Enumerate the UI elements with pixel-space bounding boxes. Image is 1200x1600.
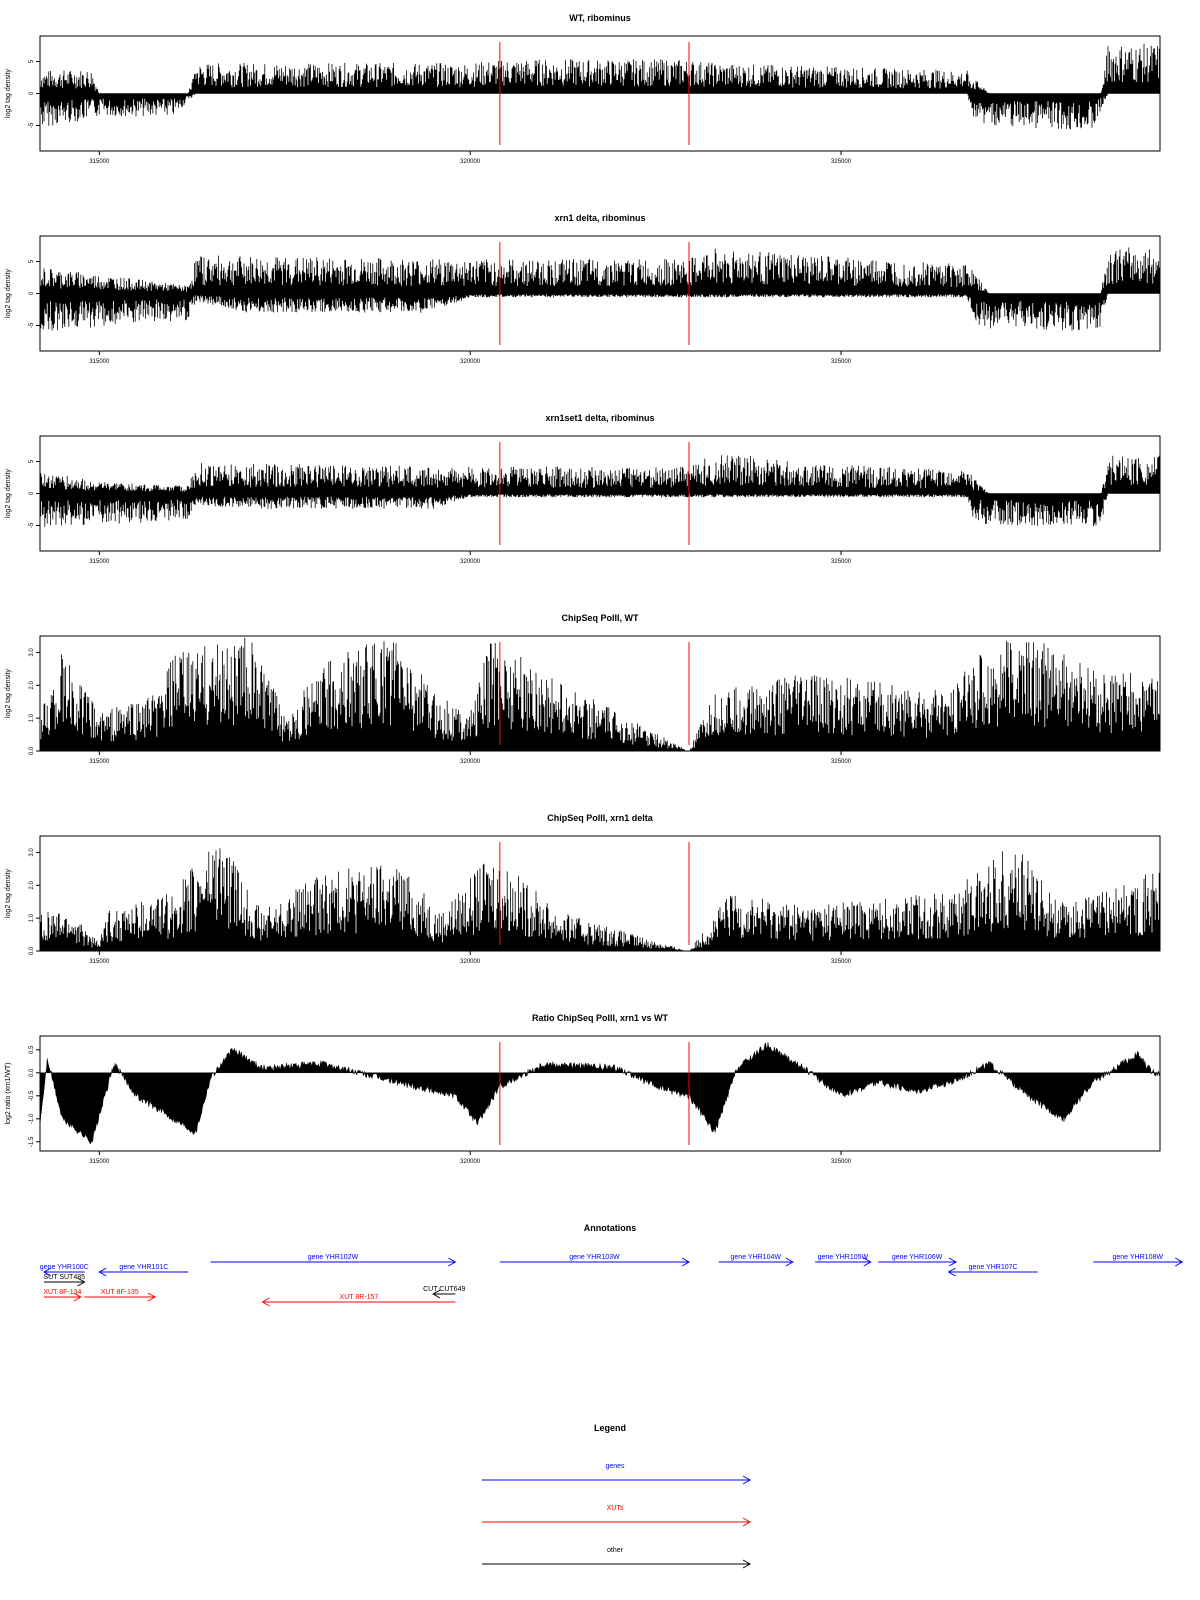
y-tick-label: 0.0 [29, 746, 35, 756]
annotation-gene [878, 1254, 956, 1266]
annotation-label: gene YHR108W [1112, 1254, 1163, 1261]
x-tick-label: 325000 [831, 759, 852, 765]
chart-title: ChipSeq PolII, WT [561, 613, 639, 623]
y-tick-label: 0 [29, 91, 35, 96]
x-tick-label: 325000 [831, 1159, 852, 1165]
x-tick-label: 315000 [89, 759, 110, 765]
chart-panel-4 [5, 613, 1160, 765]
annotation-label: gene YHR104W [730, 1254, 781, 1261]
annotation-label: gene YHR106W [891, 1254, 943, 1261]
y-tick-label: 1.0 [29, 713, 35, 723]
y-tick-label: 3.0 [29, 648, 35, 657]
legend-label: other [607, 1547, 623, 1554]
annotation-xut [263, 1294, 456, 1306]
x-tick-label: 315000 [89, 559, 110, 565]
y-axis-label: log2 tag density [5, 468, 12, 519]
chart-panel-1 [5, 13, 1160, 165]
annotations-panel [40, 1223, 1182, 1306]
y-axis-label: log2 ratio (xrn1/WT) [5, 1062, 12, 1125]
annotation-label: gene YHR103W [569, 1254, 620, 1261]
annotation-xut [85, 1289, 155, 1301]
y-tick-label: -1.5 [29, 1136, 35, 1147]
y-tick-label: 5 [29, 59, 35, 64]
annotation-items [40, 1254, 1182, 1306]
y-tick-label: 0 [29, 291, 35, 296]
y-axis-label: log2 tag density [5, 868, 12, 919]
x-tick-label: 320000 [460, 959, 481, 965]
series-bars [40, 455, 1159, 527]
chart-title: Ratio ChipSeq PolII, xrn1 vs WT [531, 1013, 669, 1023]
annotation-label: SUT SUT485 [43, 1274, 86, 1281]
annotation-gene [949, 1264, 1038, 1276]
legend-panel [482, 1423, 750, 1568]
x-tick-label: 325000 [831, 159, 852, 165]
annotation-gene [211, 1254, 456, 1266]
legend-items [482, 1463, 750, 1568]
x-tick-label: 320000 [460, 359, 481, 365]
x-tick-label: 325000 [831, 959, 852, 965]
plot-frame [40, 1036, 1160, 1151]
legend-title: Legend [593, 1423, 627, 1433]
annotation-other [423, 1286, 465, 1298]
x-tick-label: 325000 [831, 359, 852, 365]
annotation-label: XUT 8R-157 [339, 1294, 379, 1301]
y-tick-label: -1.0 [29, 1113, 35, 1124]
chart-panel-2 [5, 213, 1160, 365]
chart-panel-3 [5, 413, 1160, 565]
y-axis-label: log2 tag density [5, 668, 12, 719]
series-bars [40, 848, 1159, 951]
chart-panel-6 [5, 1013, 1160, 1165]
x-tick-label: 315000 [89, 359, 110, 365]
annotation-gene [719, 1254, 793, 1266]
y-tick-label: 0.5 [29, 1045, 35, 1054]
data-marks [40, 848, 1159, 951]
annotation-xut [43, 1289, 81, 1301]
y-tick-label: 0 [29, 491, 35, 496]
x-tick-label: 320000 [460, 559, 481, 565]
annotation-gene [500, 1254, 689, 1266]
y-tick-label: -0.5 [29, 1090, 35, 1101]
chart-title: xrn1 delta, ribominus [554, 213, 646, 223]
y-tick-label: 2.0 [29, 681, 35, 690]
x-tick-label: 315000 [89, 159, 110, 165]
chart-title: xrn1set1 delta, ribominus [545, 413, 655, 423]
annotation-other [44, 1274, 86, 1286]
data-marks [40, 455, 1160, 527]
x-tick-label: 320000 [460, 1159, 481, 1165]
legend-item-gene [482, 1463, 750, 1484]
x-tick-label: 315000 [89, 959, 110, 965]
y-tick-label: 5 [29, 259, 35, 264]
y-tick-label: -5 [29, 122, 35, 129]
annotation-label: XUT 8F-135 [100, 1289, 139, 1296]
data-marks [40, 1043, 1160, 1144]
x-tick-label: 320000 [460, 159, 481, 165]
y-tick-label: 2.0 [29, 881, 35, 890]
ratio-area [40, 1043, 1160, 1144]
y-tick-label: 0.0 [29, 946, 35, 956]
data-marks [40, 248, 1160, 331]
x-tick-label: 320000 [460, 759, 481, 765]
y-tick-label: -5 [29, 522, 35, 529]
annotations-title: Annotations [583, 1223, 637, 1233]
y-axis-label: log2 tag density [5, 268, 12, 319]
chart-panel-5 [5, 813, 1160, 965]
annotation-gene [815, 1254, 871, 1266]
y-tick-label: 3.0 [29, 848, 35, 857]
data-marks [40, 44, 1160, 130]
series-bars [40, 638, 1159, 751]
legend-label: genes [605, 1463, 625, 1470]
chart-panels [5, 13, 1160, 1165]
annotation-label: CUT CUT649 [423, 1286, 466, 1293]
data-marks [40, 638, 1159, 751]
chart-title: ChipSeq PolII, xrn1 delta [547, 813, 653, 823]
annotation-label: gene YHR102W [307, 1254, 359, 1261]
y-tick-label: -5 [29, 322, 35, 329]
y-axis-label: log2 tag density [5, 68, 12, 119]
chart-title: WT, ribominus [569, 13, 631, 23]
legend-label: XUTs [606, 1505, 624, 1512]
y-tick-label: 1.0 [29, 913, 35, 923]
legend-item-other [482, 1547, 750, 1568]
legend-item-xut [482, 1505, 750, 1526]
annotation-gene [1093, 1254, 1182, 1266]
annotation-label: gene YHR105W [817, 1254, 869, 1261]
annotation-label: gene YHR100C [39, 1264, 89, 1271]
y-tick-label: 5 [29, 459, 35, 464]
series-bars [40, 248, 1159, 331]
x-tick-label: 325000 [831, 559, 852, 565]
annotation-label: gene YHR101C [119, 1264, 169, 1271]
annotation-label: XUT 8F-134 [43, 1289, 82, 1296]
series-bars [40, 44, 1159, 130]
y-tick-label: 0.0 [29, 1068, 35, 1077]
annotation-label: gene YHR107C [968, 1264, 1018, 1271]
annotation-gene [99, 1264, 188, 1276]
x-tick-label: 315000 [89, 1159, 110, 1165]
